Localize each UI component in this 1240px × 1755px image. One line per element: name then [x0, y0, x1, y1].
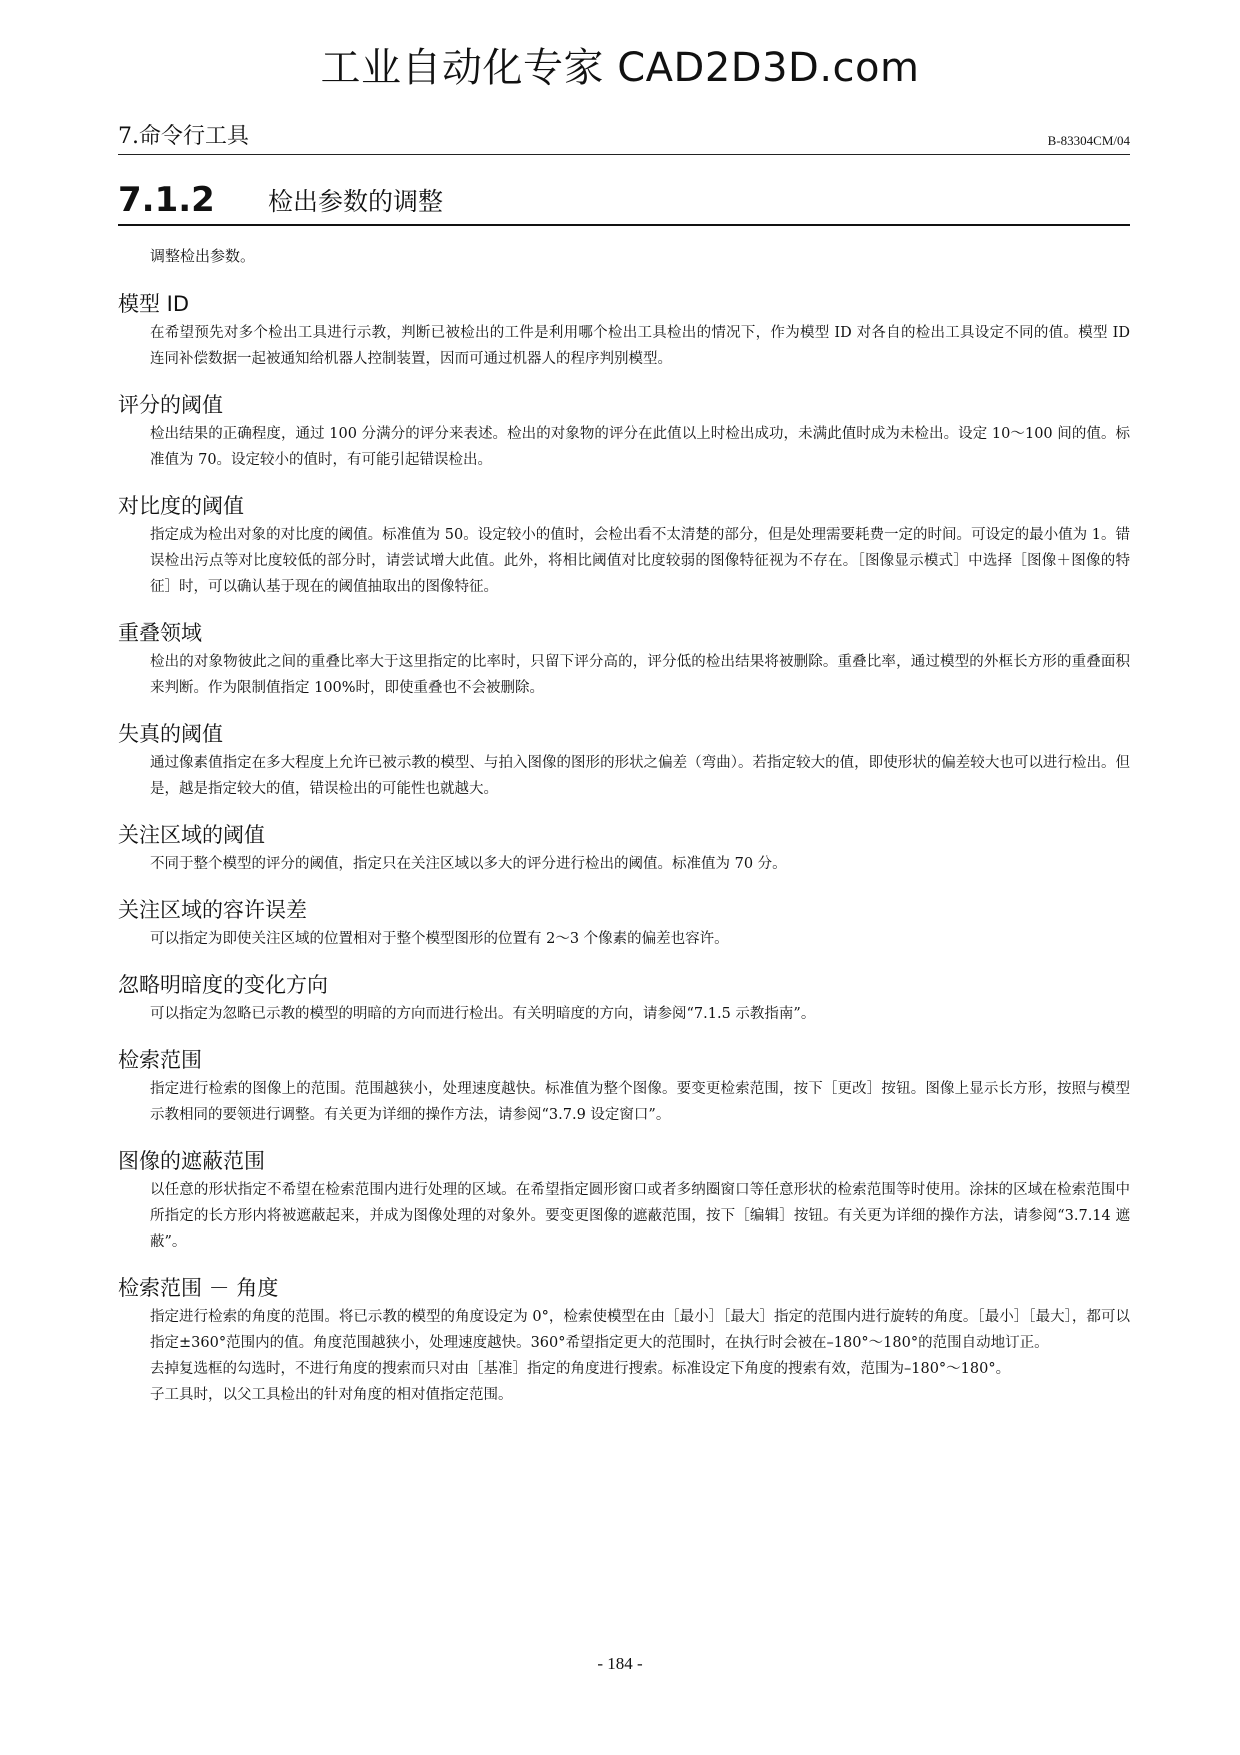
section-intro: 调整检出参数。 [150, 247, 256, 265]
parameter-item [118, 619, 1130, 701]
parameter-description: 可以指定为忽略已示教的模型的明暗的方向而进行检出。有关明暗度的方向，请参阅“7.1.5 示教指南”。 [150, 1006, 816, 1022]
parameter-description: 可以指定为即使关注区域的位置相对于整个模型图形的位置有 2～3 个像素的偏差也容许。 [150, 931, 729, 947]
section-title: 检出参数的调整 [268, 187, 444, 216]
parameter-heading: 关注区域的阈值 [118, 823, 265, 847]
parameter-description: 检出结果的正确程度，通过 100 分满分的评分来表述。检出的对象物的评分在此值以上时检出成功，未满此值时成为未检出。设定 10～100 间的值。标准值为 70。设定较小的值时，有可能引起错误检出。 [150, 426, 1130, 468]
parameter-item [118, 1147, 1130, 1255]
parameter-item [118, 290, 1130, 372]
parameter-description: 指定进行检索的角度的范围。将已示教的模型的角度设定为 0°，检索使模型在由［最小］［最大］指定的范围内进行旋转的角度。［最小］［最大］，都可以指定±360°范围内的值。角度范围越狭小，处理速度越快。360°希望指定更大的范围时，在执行时会被在–180°～180°的范围自动地订正。 [150, 1309, 1130, 1351]
parameter-heading: 关注区域的容许误差 [118, 898, 307, 922]
parameter-heading: 忽略明暗度的变化方向 [118, 973, 328, 997]
parameter-item [118, 720, 1130, 802]
parameter-description: 检出的对象物彼此之间的重叠比率大于这里指定的比率时，只留下评分高的，评分低的检出结果将被删除。重叠比率，通过模型的外框长方形的重叠面积来判断。作为限制值指定 100%时，即使重叠也不会被删除。 [150, 654, 1130, 696]
parameter-item [118, 821, 1130, 877]
parameter-list [118, 290, 1130, 1427]
section-number: 7.1.2 [118, 180, 215, 220]
parameter-description: 通过像素值指定在多大程度上允许已被示教的模型、与拍入图像的图形的形状之偏差（弯曲）。若指定较大的值，即使形状的偏差较大也可以进行检出。但是，越是指定较大的值，错误检出的可能性也就越大。 [150, 755, 1130, 797]
parameter-item [118, 1274, 1130, 1408]
watermark-text: 工业自动化专家 CAD2D3D.com [320, 45, 920, 91]
parameter-heading: 检索范围 － 角度 [118, 1276, 279, 1300]
parameter-heading: 失真的阈值 [118, 722, 223, 746]
parameter-description: 不同于整个模型的评分的阈值，指定只在关注区域以多大的评分进行检出的阈值。标准值为 70 分。 [150, 856, 787, 872]
parameter-item [118, 896, 1130, 952]
parameter-description: 指定成为检出对象的对比度的阈值。标准值为 50。设定较小的值时，会检出看不太清楚的部分，但是处理需要耗费一定的时间。可设定的最小值为 1。错误检出污点等对比度较低的部分时，请尝试增大此值。此外，将相比阈值对比度较弱的图像特征视为不存在。［图像显示模式］中选择［图像＋图像的特征］时，可以确认基于现在的阈值抽取出的图像特征。 [150, 527, 1130, 595]
parameter-heading: 对比度的阈值 [118, 494, 244, 518]
chapter-title: 7.命令行工具 [118, 124, 249, 149]
parameter-description: 在希望预先对多个检出工具进行示教，判断已被检出的工件是利用哪个检出工具检出的情况下，作为模型 ID 对各自的检出工具设定不同的值。模型 ID 连同补偿数据一起被通知给机器人控制装置，因而可通过机器人的程序判别模型。 [150, 325, 1130, 367]
parameter-description: 以任意的形状指定不希望在检索范围内进行处理的区域。在希望指定圆形窗口或者多纳圈窗口等任意形状的检索范围等时使用。涂抹的区域在检索范围中所指定的长方形内将被遮蔽起来，并成为图像处理的对象外。要变更图像的遮蔽范围，按下［编辑］按钮。有关更为详细的操作方法，请参阅“3.7.14 遮蔽”。 [150, 1182, 1130, 1250]
parameter-heading: 模型 ID [118, 292, 190, 316]
section-heading [118, 180, 1130, 226]
parameter-item [118, 492, 1130, 600]
page-number: - 184 - [597, 1654, 643, 1673]
parameter-description: 子工具时，以父工具检出的针对角度的相对值指定范围。 [150, 1387, 513, 1403]
parameter-description: 指定进行检索的图像上的范围。范围越狭小，处理速度越快。标准值为整个图像。要变更检索范围，按下［更改］按钮。图像上显示长方形，按照与模型示教相同的要领进行调整。有关更为详细的操作方法，请参阅“3.7.9 设定窗口”。 [150, 1081, 1130, 1123]
document-number: B-83304CM/04 [1047, 133, 1130, 148]
parameter-heading: 重叠领域 [118, 621, 202, 645]
parameter-item [118, 391, 1130, 473]
parameter-item [118, 1046, 1130, 1128]
parameter-item [118, 971, 1130, 1027]
parameter-heading: 评分的阈值 [118, 393, 223, 417]
parameter-heading: 图像的遮蔽范围 [118, 1149, 265, 1173]
running-header [118, 124, 1130, 155]
parameter-heading: 检索范围 [118, 1048, 202, 1072]
parameter-description: 去掉复选框的勾选时，不进行角度的搜索而只对由［基准］指定的角度进行搜索。标准设定下角度的搜索有效，范围为–180°～180°。 [150, 1361, 1011, 1377]
